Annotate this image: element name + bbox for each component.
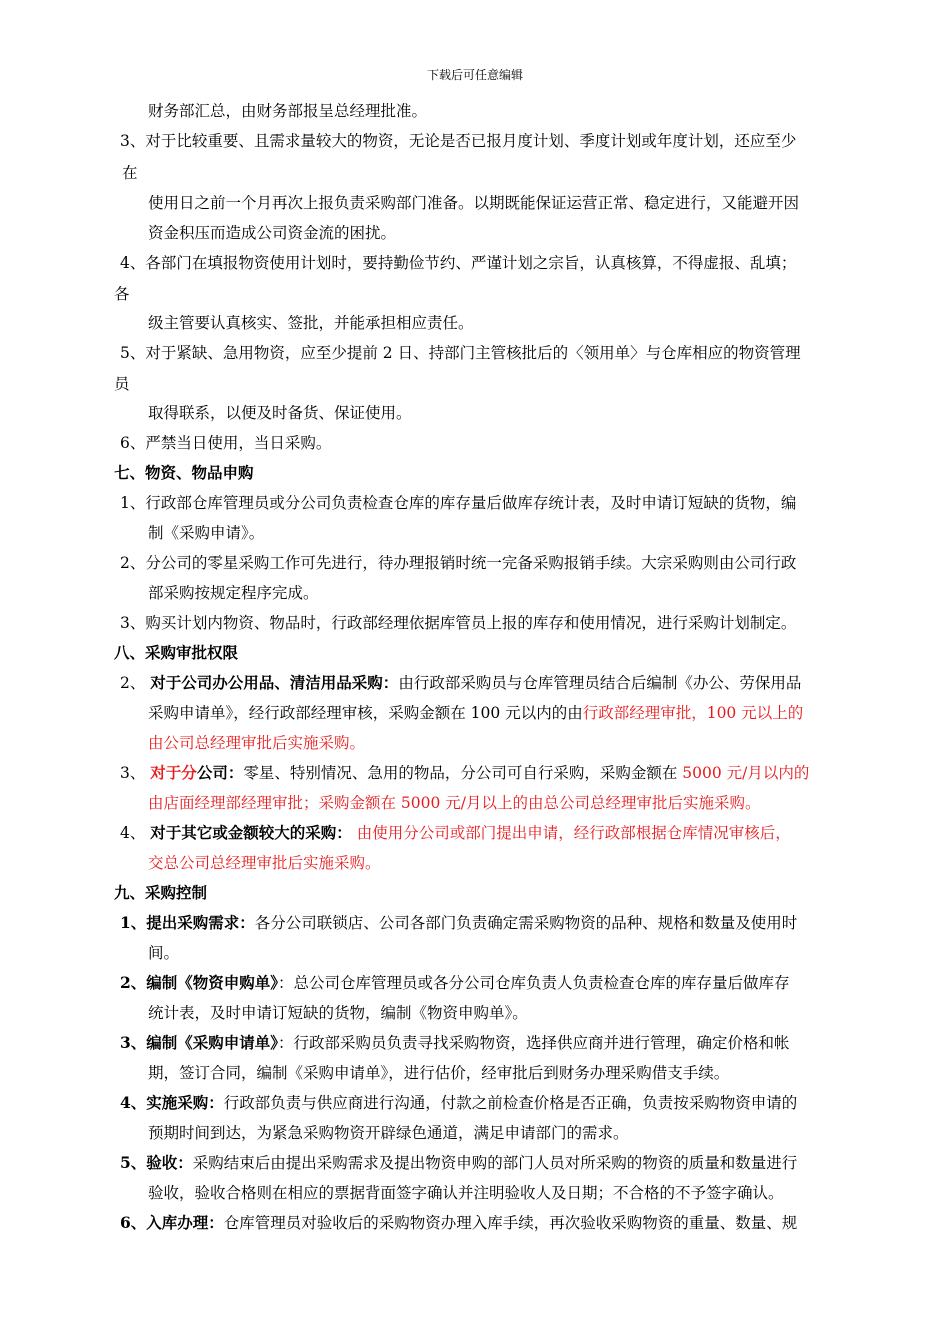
text-line: [120, 913, 797, 933]
text-segment: 公司：: [196, 763, 244, 782]
text-line: [120, 131, 796, 151]
text-line: [148, 313, 474, 333]
text-line: [148, 1003, 528, 1023]
text-segment: 员: [114, 375, 130, 393]
text-segment: ：行政部采购员负责寻找采购物资，选择供应商并进行管理，确定价格和帐: [278, 1034, 790, 1052]
text-segment: 验收，验收合格则在相应的票据背面签字确认并注明验收人及日期；不合格的不予签字确认。: [148, 1184, 784, 1202]
text-line: [120, 433, 331, 453]
text-segment: 4、: [120, 824, 151, 842]
text-segment: 间。: [148, 944, 180, 962]
text-line: [148, 1183, 784, 1203]
text-line: [122, 163, 138, 183]
text-segment: 2、分公司的零星采购工作可先进行，待办理报销时统一完备采购报销手续。大宗采购则由公司行政: [120, 554, 797, 572]
text-line: [148, 523, 264, 543]
text-line: [114, 284, 130, 304]
text-segment: 级主管要认真核实、签批，并能承担相应责任。: [148, 314, 474, 332]
text-line: [148, 101, 427, 121]
text-segment: 1、提出采购需求：: [120, 913, 255, 932]
text-segment: 采购申请单》，经行政部经理审核，采购金额在 100 元以内的由: [148, 704, 583, 722]
text-segment: 零星、特别情况、急用的物品，分公司可自行采购，采购金额在: [243, 764, 683, 782]
text-segment: 对于公司办公用品、清洁用品采购：: [150, 673, 399, 692]
text-line: [148, 943, 179, 963]
text-segment: 九、采购控制: [114, 883, 208, 902]
page-header: 下载后可任意编辑: [426, 68, 523, 82]
text-segment: 取得联系，以便及时备货、保证使用。: [148, 404, 412, 422]
text-line: [148, 193, 799, 213]
text-segment: 各分公司联锁店、公司各部门负责确定需采购物资的品种、规格和数量及使用时: [254, 914, 798, 932]
text-segment: 4、实施采购：: [120, 1093, 224, 1112]
text-segment: 5、对于紧缺、急用物资，应至少提前 2 日、持部门主管核批后的〈领用单〉与仓库相应的物资管理: [120, 344, 801, 362]
text-segment: 由使用分公司或部门提出申请，经行政部根据仓库情况审核后，: [351, 824, 791, 842]
text-segment: 2、: [120, 674, 151, 692]
text-segment: 3、: [120, 764, 151, 782]
text-line: [148, 583, 319, 603]
text-line: [120, 1213, 797, 1233]
text-line: [148, 403, 412, 423]
text-segment: 使用日之前一个月再次上报负责采购部门准备。以期既能保证运营正常、稳定进行，又能避开因: [148, 194, 800, 212]
text-line: [114, 883, 207, 903]
text-line: [114, 463, 254, 483]
text-line: [120, 1093, 797, 1113]
text-segment: 6、严禁当日使用，当日采购。: [120, 434, 332, 452]
text-line: [148, 793, 761, 813]
text-line: [120, 253, 796, 273]
text-line: [120, 613, 796, 633]
text-segment: 3、购买计划内物资、物品时，行政部经理依据库管员上报的库存和使用情况，进行采购计划制定。: [120, 614, 797, 632]
text-segment: 预期时间到达，为紧急采购物资开辟绿色通道，满足申请部门的需求。: [148, 1124, 629, 1142]
text-segment: 制《采购申请》。: [148, 524, 265, 542]
text-line: [114, 643, 238, 663]
text-segment: 2、编制《物资申购单》: [120, 973, 279, 992]
text-segment: 八、采购审批权限: [114, 643, 239, 662]
text-segment: 交总公司总经理审批后实施采购。: [148, 854, 381, 872]
text-line: [120, 1033, 790, 1053]
text-segment: 部采购按规定程序完成。: [148, 584, 319, 602]
text-line: [120, 343, 801, 363]
text-segment: 各: [114, 285, 130, 303]
text-segment: 仓库管理员对验收后的采购物资办理入库手续，再次验收采购物资的重量、数量、规: [223, 1214, 798, 1232]
text-line: [148, 703, 803, 723]
text-line: [120, 823, 791, 843]
text-segment: 5、验收：: [120, 1153, 193, 1172]
text-segment: 3、对于比较重要、且需求量较大的物资，无论是否已报月度计划、季度计划或年度计划，还应至少: [120, 132, 797, 150]
text-segment: ：总公司仓库管理员或各分公司仓库负责人负责检查仓库的库存量后做库存: [278, 974, 790, 992]
text-line: [120, 973, 790, 993]
text-segment: 由店面经理部经理审批；采购金额在 5000 元/月以上的由总公司总经理审批后实施采购。: [148, 794, 761, 812]
text-line: [148, 223, 396, 243]
text-segment: 5000 元/月以内的: [682, 764, 810, 782]
text-segment: 财务部汇总，由财务部报呈总经理批准。: [148, 102, 428, 120]
text-segment: 资金积压而造成公司资金流的困扰。: [148, 224, 397, 242]
text-line: [120, 493, 796, 513]
text-segment: 七、物资、物品申购: [114, 463, 254, 482]
text-segment: 对于分: [150, 763, 197, 782]
text-segment: 由行政部采购员与仓库管理员结合后编制《办公、劳保用品: [398, 674, 802, 692]
text-segment: 在: [122, 164, 138, 182]
text-segment: 4、各部门在填报物资使用计划时，要持勤俭节约、严谨计划之宗旨，认真核算，不得虚报、乱填；: [120, 254, 797, 272]
text-segment: 由公司总经理审批后实施采购。: [148, 734, 366, 752]
text-line: [114, 374, 130, 394]
text-segment: 3、编制《采购申请单》: [120, 1033, 279, 1052]
text-segment: 行政部负责与供应商进行沟通，付款之前检查价格是否正确，负责按采购物资申请的: [223, 1094, 798, 1112]
text-segment: 对于其它或金额较大的采购：: [150, 823, 352, 842]
text-line: [148, 733, 365, 753]
text-line: [120, 553, 796, 573]
text-line: [148, 853, 381, 873]
text-line: [120, 673, 801, 693]
text-line: [148, 1123, 629, 1143]
text-line: [120, 1153, 797, 1173]
text-segment: 期，签订合同，编制《采购申请单》，进行估价，经审批后到财务办理采购借支手续。: [148, 1064, 730, 1082]
text-segment: 行政部经理审批，100 元以上的: [582, 704, 804, 722]
text-line: [120, 763, 809, 783]
text-segment: 6、入库办理：: [120, 1213, 224, 1232]
text-segment: 采购结束后由提出采购需求及提出物资申购的部门人员对所采购的物资的质量和数量进行: [192, 1154, 798, 1172]
text-line: [148, 1063, 729, 1083]
text-segment: 1、行政部仓库管理员或分公司负责检查仓库的库存量后做库存统计表，及时申请订短缺的货物，编: [120, 494, 797, 512]
text-segment: 统计表，及时申请订短缺的货物，编制《物资申购单》。: [148, 1004, 528, 1022]
